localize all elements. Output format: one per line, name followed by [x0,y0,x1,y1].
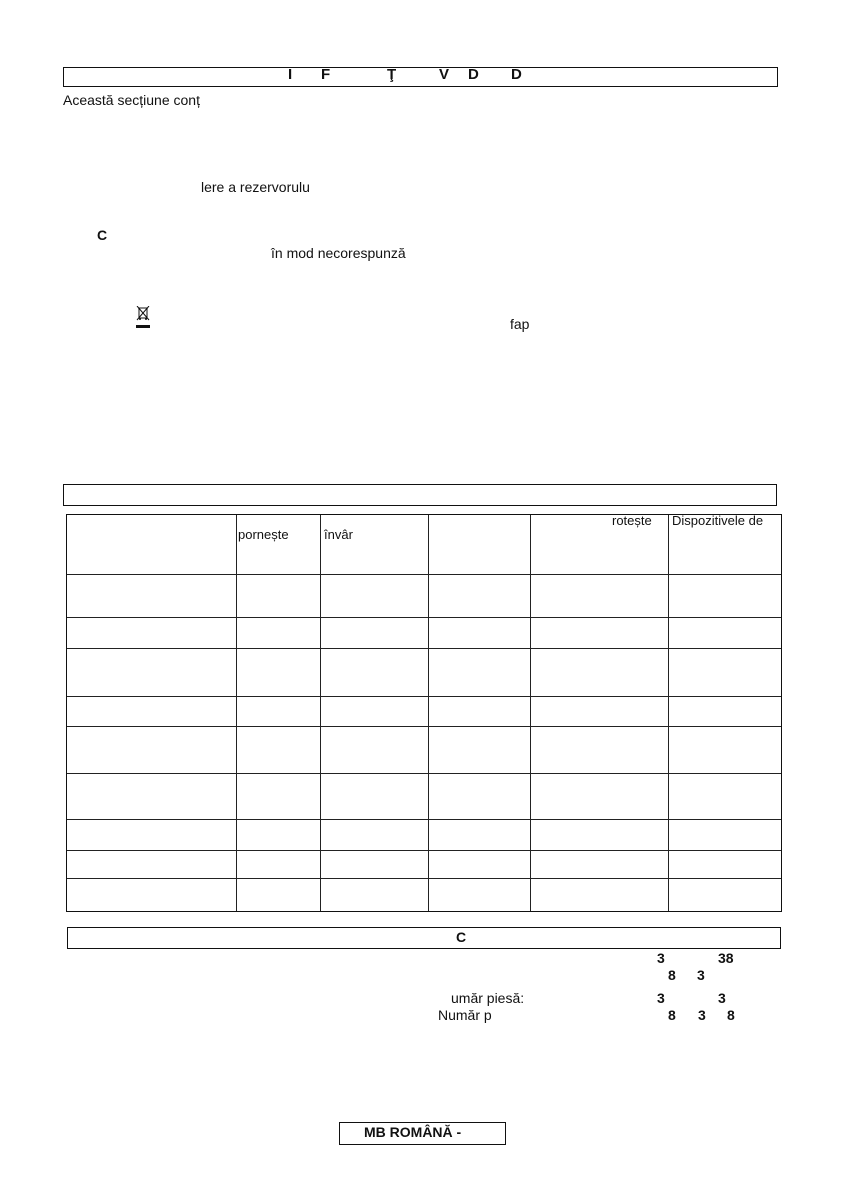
crossed-out-wheelie-bin-icon [136,306,150,328]
table-row-divider [67,648,781,649]
part-value: 8 [668,967,676,983]
table-row-divider [67,878,781,879]
spare-parts-header-box [67,927,781,949]
part-number-label-2: Număr p [438,1007,492,1023]
spare-parts-header-letter: C [456,929,467,945]
table-row-divider [67,574,781,575]
part-value: 3 [698,1007,706,1023]
table-row-divider [67,819,781,820]
tank-text-fragment: lere a rezervorulu [201,179,310,195]
intro-text: Această secțiune conț [63,92,200,108]
header-letter-6: D [511,66,522,83]
section-header-box [63,67,778,87]
header-letter-4: V [439,66,450,83]
table-row-divider [67,773,781,774]
fap-text-fragment: fap [510,316,530,332]
part-value: 8 [727,1007,735,1023]
table-header-starts: pornește [238,527,289,542]
header-letter-1: I [288,66,293,83]
part-value: 3 [657,990,665,1006]
part-value: 3 [718,990,726,1006]
header-letter-5: D [468,66,479,83]
header-letter-2: F [321,66,331,83]
table-header-turns: învâr [324,527,353,542]
table-row-divider [67,726,781,727]
footer-label: MB ROMÂNĂ - [364,1124,462,1140]
table-row-divider [67,617,781,618]
part-value: 38 [718,950,734,966]
part-value: 3 [697,967,705,983]
troubleshooting-header-box [63,484,777,506]
troubleshooting-table [66,514,782,912]
part-value: 8 [668,1007,676,1023]
table-row-divider [67,696,781,697]
table-header-rotates: rotește [612,513,652,528]
table-row-divider [67,850,781,851]
header-letter-3: Ţ [387,66,397,83]
part-number-label: umăr piesă: [451,990,525,1006]
part-value: 3 [657,950,665,966]
improper-text-fragment: în mod necorespunză [271,245,406,261]
table-header-devices: Dispozitivele de [672,513,764,528]
c-text-fragment: C [97,227,108,243]
